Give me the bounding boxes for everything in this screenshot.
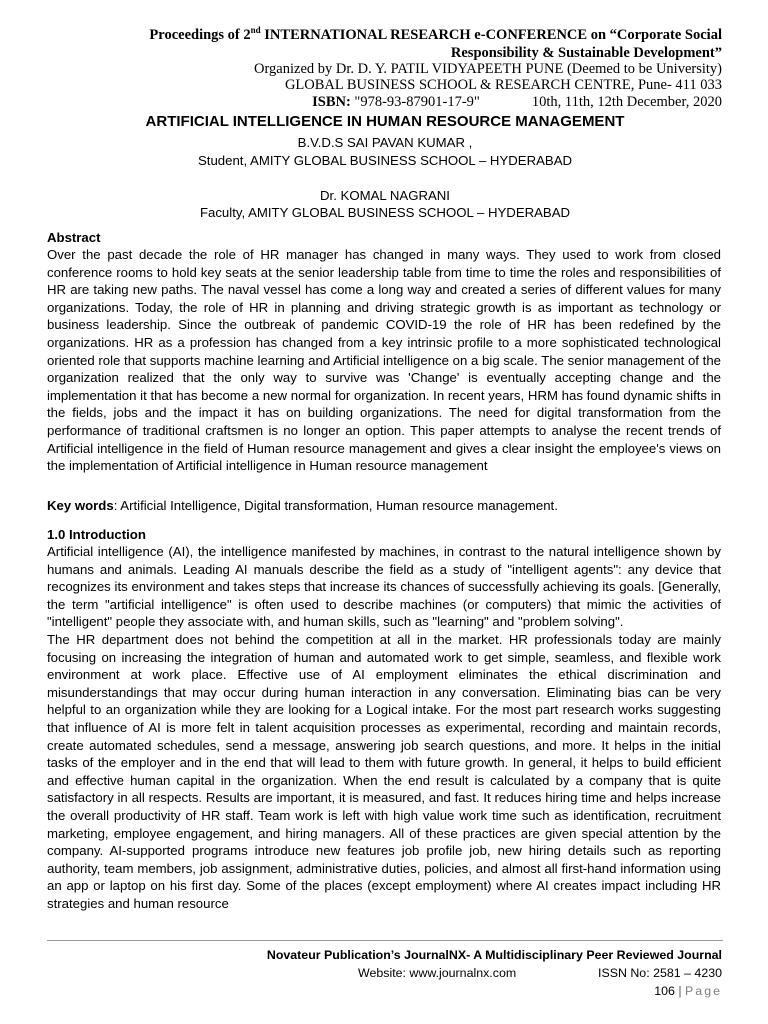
- conference-title: [48, 26, 722, 62]
- paper-title: ARTIFICIAL INTELLIGENCE IN HUMAN RESOURCE MANAGEMENT: [145, 113, 625, 130]
- conference-title-post: INTERNATIONAL RESEARCH e-CONFERENCE on “Corporate Social: [260, 27, 722, 43]
- page-separator: |: [674, 984, 686, 998]
- keywords-text: : Artificial Intelligence, Digital transformation, Human resource management.: [113, 498, 558, 513]
- abstract-paragraph: Over the past decade the role of HR manager has changed in many ways. They used to work from closed conference rooms to hold key seats at the senior leadership table from time to time the roles and responsibilities of HR are taking new paths. The naval vessel has come a long way and created a series of different values for many organizations. Today, the role of HR in planning and driving strategic growth is as important as technology or business leadership. Since the outbreak of pandemic COVID-19 the role of HR has been redefined by the organizations. HR as a profession has changed from a key intrinsic profile to a more sophisticated technological oriented role that supports machine learning and Artificial intelligence on a big scale. The senior management of the organization realized that the only way to survive was 'Change' is eventually accepting change and the implementation it that has become a new normal for organization. In recent years, HRM has found dynamic shifts in the fields, jobs and the impact it has on building organizations. The need for digital transformation from the performance of traditional craftsmen is no longer an option. This paper attempts to analyse the recent trends of Artificial intelligence in the field of Human resource management and gives a clear insight the employee's views on the implementation of Artificial intelligence in Human resource management: [47, 247, 721, 474]
- isbn-label: ISBN:: [312, 94, 355, 110]
- page-word: Page: [685, 984, 722, 998]
- conference-title-pre: Proceedings of 2: [149, 27, 251, 43]
- footer-issn: ISSN No: 2581 – 4230: [598, 966, 722, 980]
- conference-title-sup: nd: [250, 25, 261, 36]
- conference-theme: Responsibility & Sustainable Development”: [450, 45, 722, 61]
- footer-website: Website: www.journalnx.com: [358, 966, 517, 980]
- conference-dates: 10th, 11th, 12th December, 2020: [531, 94, 722, 110]
- keywords-label: Key words: [47, 498, 114, 513]
- author1-name: B.V.D.S SAI PAVAN KUMAR ,: [297, 135, 473, 150]
- author2-affiliation: Faculty, AMITY GLOBAL BUSINESS SCHOOL – HYDERABAD: [199, 205, 571, 220]
- organizer-line: Organized by Dr. D. Y. PATIL VIDYAPEETH PUNE (Deemed to be University): [254, 61, 722, 77]
- abstract-heading: Abstract: [47, 230, 101, 245]
- authors-block: [48, 134, 722, 222]
- abstract-text: [47, 246, 721, 475]
- intro-paragraph-2: The HR department does not behind the competition at all in the market. HR professionals today are mainly focusing on increasing the integration of human and automated work to get simple, seamless, and flexible work environment at work place. Effective use of AI employment eliminates the ethical discrimination and misunderstandings that may occur during human interaction in any conversation. Eliminating bias can be very helpful to an organization while they are looking for a Logical intake. For the most part research works suggesting that influence of AI is more felt in talent acquisition processes as experimental, recording and maintain records, create automated schedules, send a message, answering job search questions, and more. It helps in the initial tasks of the employer and in the end that will lead to them with future growth. In general, it helps to build efficient and effective human capital in the organization. When the end result is calculated by a company that is quite satisfactory in all respects. Results are important, it is measured, and fast. It reduces hiring time and helps increase the overall productivity of HR staff. Team work is left with high value work time such as identification, recruitment marketing, employee engagement, and hiring managers. All of these practices are given special attention by the company. AI-supported programs introduce new features job profile job, new hiring details such as reporting authority, team members, job assignment, administrative duties, policies, and almost all first-hand information using an app or laptop on his first day. Some of the places (except employment) where AI creates impact including HR strategies and human resource: [47, 631, 721, 911]
- intro-text: [47, 543, 721, 912]
- footer-divider: [47, 940, 723, 941]
- author2-name: Dr. KOMAL NAGRANI: [320, 187, 450, 203]
- intro-paragraph-1: Artificial intelligence (AI), the intelligence manifested by machines, in contrast to the natural intelligence shown by humans and animals. Leading AI manuals describe the field as a study of "intelligent agents": any device that recognizes its environment and takes steps that increase its chances of successfully achieving its goals. [Generally, the term "artificial intelligence" is often used to describe machines (or computers) that mimic the activities of "intelligent" people they associate with, and human skills, such as "learning" and "problem solving".: [47, 544, 721, 630]
- intro-heading: 1.0 Introduction: [47, 527, 146, 542]
- school-line: GLOBAL BUSINESS SCHOOL & RESEARCH CENTRE, Pune- 411 033: [284, 77, 722, 93]
- footer-page: [654, 984, 722, 998]
- footer-publisher: Novateur Publication’s JournalNX- A Multidisciplinary Peer Reviewed Journal: [266, 948, 722, 962]
- keywords-line: [47, 497, 721, 515]
- page-number: 106: [654, 984, 675, 998]
- isbn-line: [48, 93, 722, 111]
- isbn-value: "978-93-87901-17-9": [354, 94, 480, 110]
- author1-affiliation: Student, AMITY GLOBAL BUSINESS SCHOOL – HYDERABAD: [197, 152, 573, 168]
